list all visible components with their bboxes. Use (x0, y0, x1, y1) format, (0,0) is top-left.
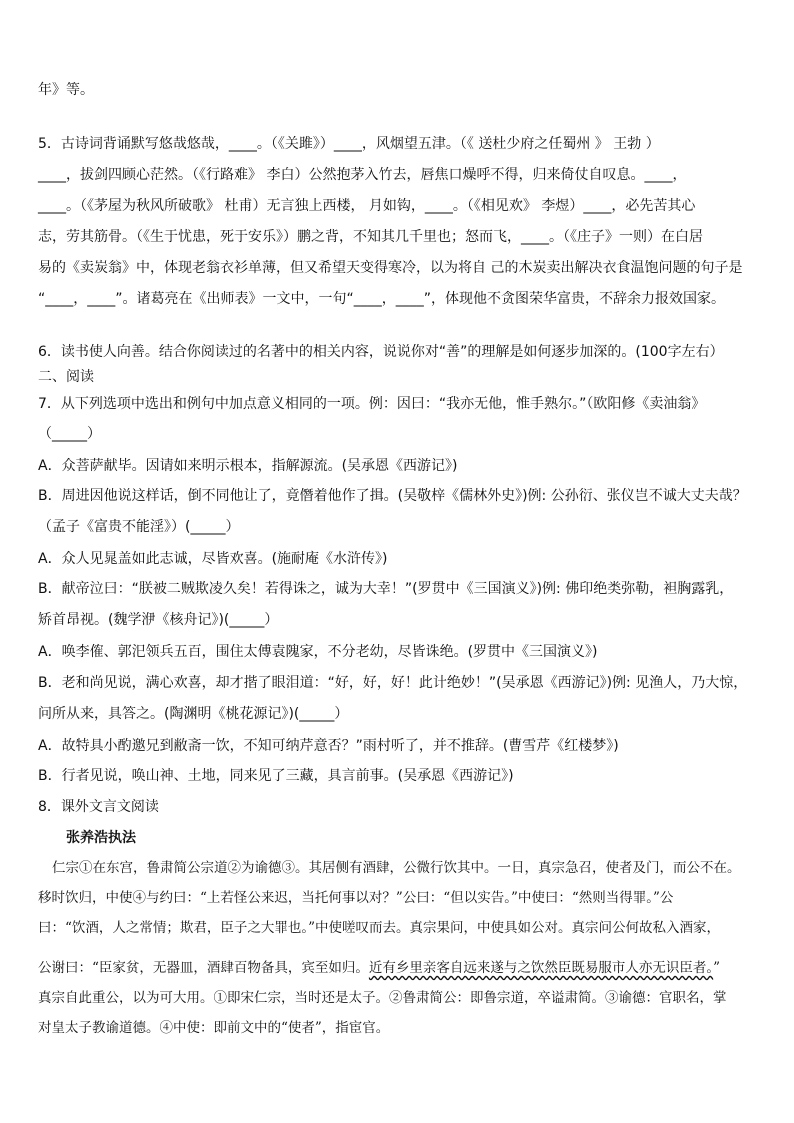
passage-line (38, 958, 720, 978)
passage-title: 张养浩执法 (66, 830, 136, 846)
answer-blank: 矫首昂视。(魏学洢《核舟记》)(_____） (38, 612, 279, 628)
passage-text: 公谢曰：“臣家贫，无器皿，酒肆百物备具，宾至如归。 (38, 960, 369, 976)
passage-line: 移时饮归，中使④与约曰：“上若怪公来迟，当托何事以对？”公曰：“但以实告。”中使曰：“然则当得罪。”公 (38, 890, 674, 906)
question-5-line-1: 5．古诗词背诵默写悠哉悠哉，____。（《关雎》）____，风烟望五津。（《 送杜少府之任蜀州 》 王勃 ） (38, 136, 660, 152)
option-a: A．唤李傕、郭汜领兵五百，围住太傅袁隗家，不分老幼，尽皆诛绝。(罗贯中《三国演义》) (38, 644, 598, 660)
question-5-line-6: “____，____”。诸葛亮在《出师表》一文中，一句“____，____”，体现他不贪图荣华富贵，不辞余力报效国家。 (38, 291, 726, 307)
option-b: B．老和尚见说，满心欢喜，却才揩了眼泪道：“好，好，好！此计绝妙！”(吴承恩《西游记》)例: 见渔人，乃大惊， (38, 675, 748, 691)
question-5-line-4: 志，劳其筋骨。（《生于忧患，死于安乐》）鹏之背，不知其几千里也；怒而飞，____。（《庄子》一则）在白居 (38, 229, 703, 245)
question-7-stem: 7．从下列选项中选出和例句中加点意义相同的一项。例：因曰：“我亦无他，惟手熟尔。”（欧阳修《卖油翁》 (38, 396, 706, 412)
question-5-line-2: ____，拔剑四顾心茫然。（《行路难》 李白）公然抱茅入竹去，唇焦口燥呼不得，归来倚仗自叹息。____， (38, 167, 687, 183)
question-5-line-3: ____。（《茅屋为秋风所破歌》 杜甫）无言独上西楼， 月如钩，____。（《相见欢》 李煜）____，必先苦其心 (38, 198, 696, 214)
option-a: A．众菩萨献毕。因请如来明示根本，指解源流。(吴承恩《西游记》) (38, 458, 458, 474)
wavy-underlined-sentence: 近有乡里亲客自远来遂与之饮然臣既易服市人亦无识臣者。 (368, 960, 714, 976)
question-8-heading: 8．课外文言文阅读 (38, 799, 159, 815)
text-line: 年》等。 (38, 82, 94, 98)
option-b: B．周进因他说这样话，倒不同他让了，竟僭着他作了揖。(吴敬梓《儒林外史》)例: 公孙衍、张仪岂不诚大丈夫哉？ (38, 488, 747, 504)
option-b: B．行者见说，唤山神、土地，同来见了三藏，具言前事。(吴承恩《西游记》) (38, 768, 514, 784)
option-b: B．献帝泣曰：“朕被二贼欺凌久矣！若得诛之，诚为大幸！”(罗贯中《三国演义》)例: 佛印绝类弥勒，袒胸露乳， (38, 581, 734, 597)
passage-notes: 对皇太子教谕道德。④中使：即前文中的“使者”，指宦官。 (38, 1020, 390, 1036)
passage-line: 真宗自此重公，以为可大用。①即宋仁宗，当时还是太子。②鲁肃简公：即鲁宗道，卒谥肃简。③谕德：官职名，掌 (38, 990, 727, 1006)
section-heading-reading: 二、阅读 (38, 369, 94, 385)
answer-blank: （_____） (38, 426, 101, 442)
passage-text: ” (713, 960, 721, 976)
passage-line: 仁宗①在东宫，鲁肃简公宗道②为谕德③。其居侧有酒肆，公微行饮其中。一日，真宗急召，使者及门，而公不在。 (52, 860, 741, 876)
option-a: A．众人见晁盖如此志诚，尽皆欢喜。(施耐庵《水浒传》) (38, 551, 388, 567)
question-6: 6．读书使人向善。结合你阅读过的名著中的相关内容，说说你对“善”的理解是如何逐步加深的。(100字左右） (38, 344, 724, 360)
answer-blank: 问所从来，具答之。(陶渊明《桃花源记》)(_____） (38, 706, 349, 722)
option-a: A．故特具小酌邀兄到敝斋一饮，不知可纳芹意否？”雨村听了，并不推辞。(曹雪芹《红楼梦》) (38, 738, 619, 754)
answer-blank: （孟子《富贵不能淫》）(_____） (38, 519, 240, 535)
question-5-line-5: 易的《卖炭翁》中，体现老翁衣衫单薄，但又希望天变得寒冷，以为将自 己的木炭卖出解决衣食温饱问题的句子是 (38, 260, 743, 276)
passage-line: 曰：“饮酒，人之常情；欺君，臣子之大罪也。”中使嗟叹而去。真宗果问，中使具如公对。真宗问公何故私入酒家， (38, 920, 721, 936)
